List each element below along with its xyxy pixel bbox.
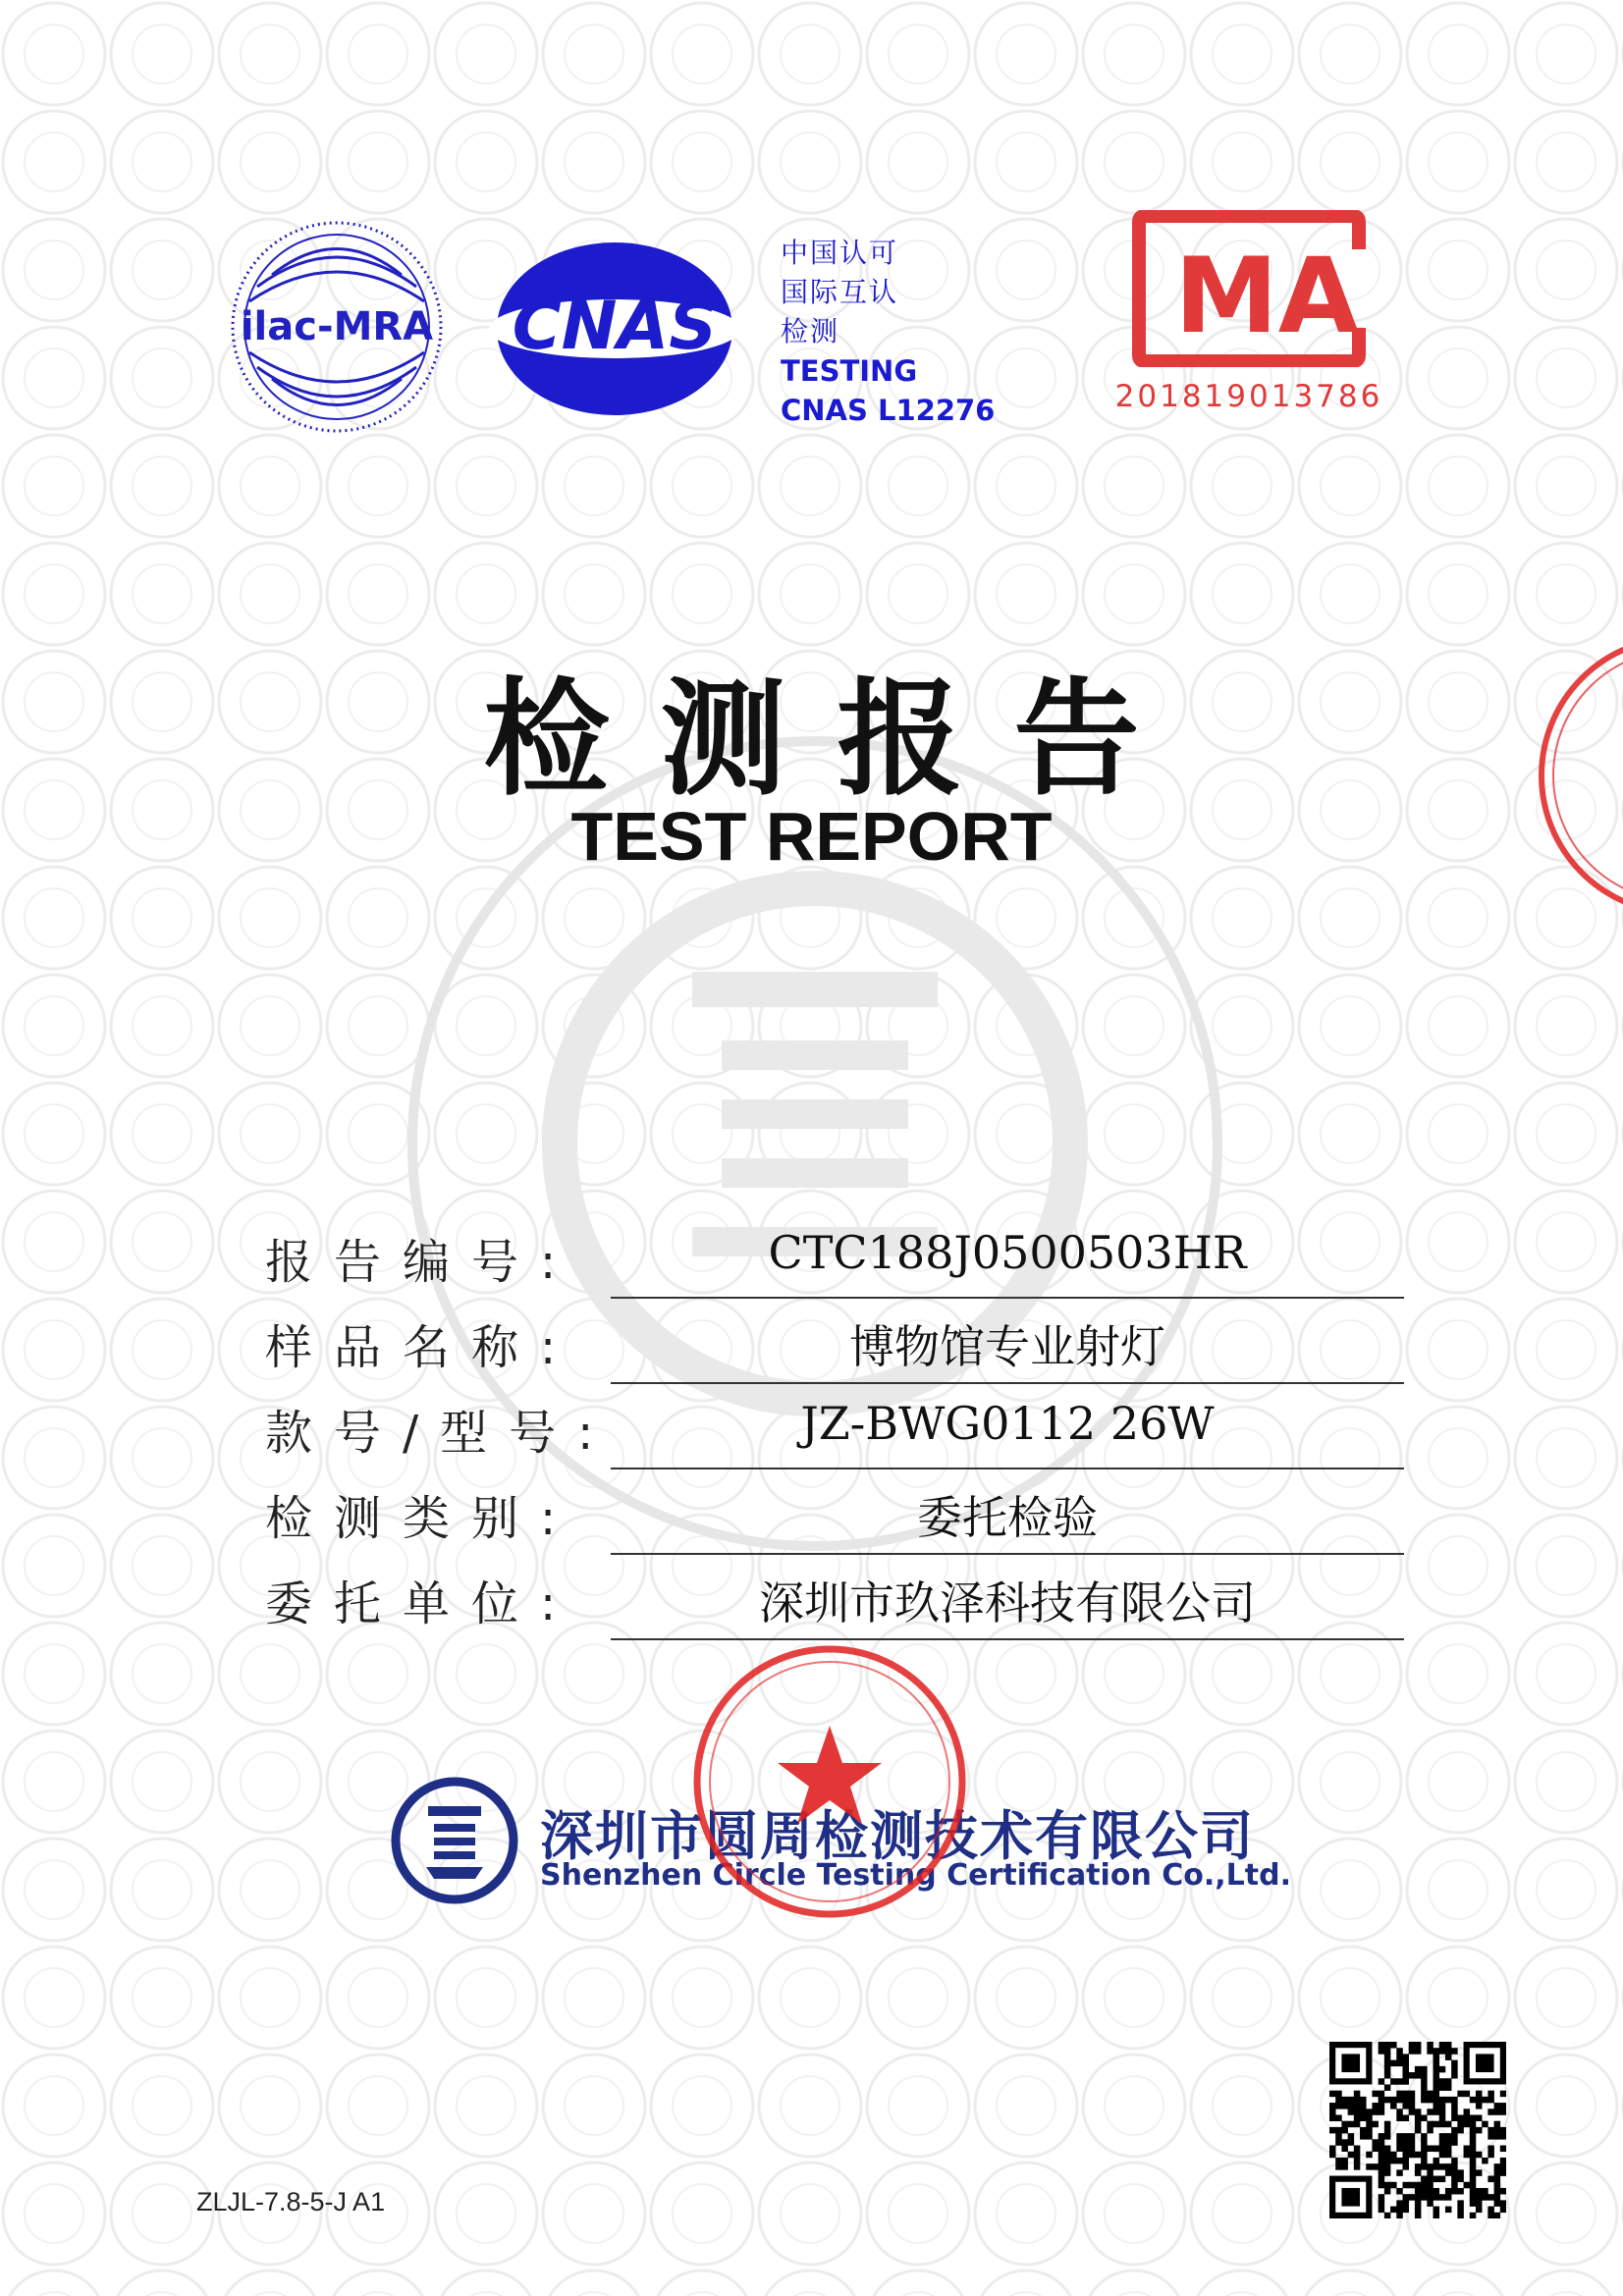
info-label: 报告编号: [265,1235,578,1290]
ilac-mra-logo [228,218,446,436]
underline [611,1297,1404,1299]
info-label: 检测类别: [265,1491,578,1546]
info-row-test-type [265,1476,1404,1561]
ilac-mra-text: ilac-MRA [240,304,434,349]
underline [611,1382,1404,1384]
company-logo [391,1777,518,1904]
info-value: CTC188J0500503HR [768,1226,1247,1279]
cnas-caption-line: 检测 [781,315,840,347]
cnas-caption-line: 中国认可 [781,237,899,269]
cma-logo [1102,210,1396,367]
cnas-caption [781,234,995,430]
info-row-report-number [265,1220,1404,1305]
info-label: 委托单位: [265,1576,578,1631]
qr-code [1329,2042,1506,2218]
cnas-logo [488,238,741,420]
info-label: 样品名称: [265,1320,578,1375]
cnas-caption-line: 国际互认 [781,276,899,308]
cnas-caption-line: TESTING [781,354,918,388]
red-seal-stamp [687,1639,972,1924]
page-subtitle: TEST REPORT [570,798,1053,875]
cma-text: MA [1174,236,1359,356]
info-row-sample-name [265,1306,1404,1390]
cnas-text: CNAS [512,288,718,365]
info-value: 深圳市玖泽科技有限公司 [759,1576,1256,1629]
info-label: 款号/型号: [265,1406,616,1461]
underline [611,1553,1404,1555]
info-row-model [265,1391,1404,1475]
info-value: 委托检验 [917,1491,1098,1544]
info-value: 博物馆专业射灯 [849,1320,1165,1373]
info-row-client [265,1562,1404,1646]
company-name-cn: 深圳市圆周检测技术有限公司 [540,1805,1255,1867]
underline [611,1468,1404,1469]
page-title: 检测报告 [483,667,1191,813]
document-code: ZLJL-7.8-5-J A1 [196,2187,386,2216]
cnas-accreditation-number: CNAS L12276 [781,394,996,427]
cma-number: 201819013786 [1114,379,1383,414]
company-name-en: Shenzhen Circle Testing Certification Co.,Ltd. [540,1858,1291,1893]
info-value: JZ-BWG0112 26W [800,1397,1215,1450]
